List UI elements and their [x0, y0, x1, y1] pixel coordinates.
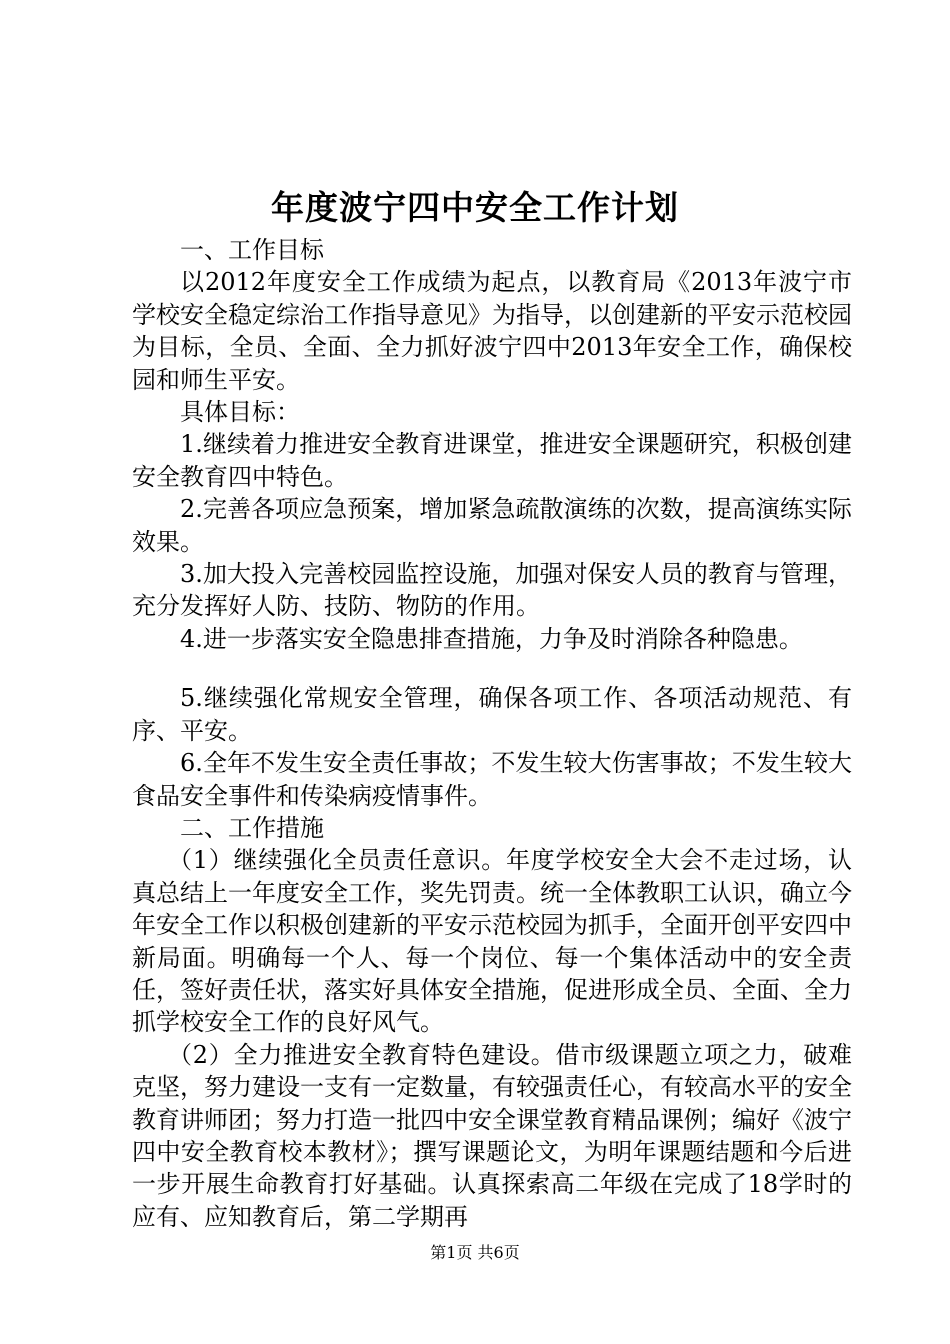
measure-item-2: （2）全力推进安全教育特色建设。借市级课题立项之力，破难克坚，努力建设一支有一定数量，有较强责任心，有较高水平的安全教育讲师团；努力打造一批四中安全课堂教育精品课例；编好《波宁四中安全教育校本教材》；撰写课题论文，为明年课题结题和今后进一步开展生命教育打好基础。认真探索高二年级在完成了18学时的应有、应知教育后，第二学期再	[132, 1040, 852, 1231]
goal-item-5: 5.继续强化常规安全管理，确保各项工作、各项活动规范、有序、平安。	[132, 684, 852, 745]
goal-item-2: 2.完善各项应急预案，增加紧急疏散演练的次数，提高演练实际效果。	[132, 495, 852, 556]
goal-item-3: 3.加大投入完善校园监控设施，加强对保安人员的教育与管理，充分发挥好人防、技防、物防的作用。	[132, 560, 852, 621]
goal-item-6: 6.全年不发生安全责任事故；不发生较大伤害事故；不发生较大食品安全事件和传染病疫情事件。	[132, 749, 852, 810]
paragraph-overall-goal: 以2012年度安全工作成绩为起点，以教育局《2013年波宁市学校安全稳定综治工作指导意见》为指导，以创建新的平安示范校园为目标，全员、全面、全力抓好波宁四中2013年安全工作，确保校园和师生平安。	[132, 268, 852, 394]
page-footer: 第1页 共6页	[430, 1243, 520, 1262]
goal-item-1: 1.继续着力推进安全教育进课堂，推进安全课题研究，积极创建安全教育四中特色。	[132, 430, 852, 491]
section-heading-work-goals: 一、工作目标	[180, 236, 324, 264]
subheading-specific-goals: 具体目标：	[180, 398, 300, 427]
goal-item-4: 4.进一步落实安全隐患排查措施，力争及时消除各种隐患。	[180, 624, 803, 653]
section-heading-work-measures: 二、工作措施	[180, 813, 324, 842]
document-body	[132, 234, 852, 1233]
measure-item-1: （1）继续强化全员责任意识。年度学校安全大会不走过场，认真总结上一年度安全工作，奖先罚责。统一全体教职工认识，确立今年安全工作以积极创建新的平安示范校园为抓手，全面开创平安四中新局面。明确每一个人、每一个岗位、每一个集体活动中的安全责任，签好责任状，落实好具体安全措施，促进形成全员、全面、全力抓学校安全工作的良好风气。	[132, 846, 852, 1037]
document-title: 年度波宁四中安全工作计划	[271, 188, 679, 227]
